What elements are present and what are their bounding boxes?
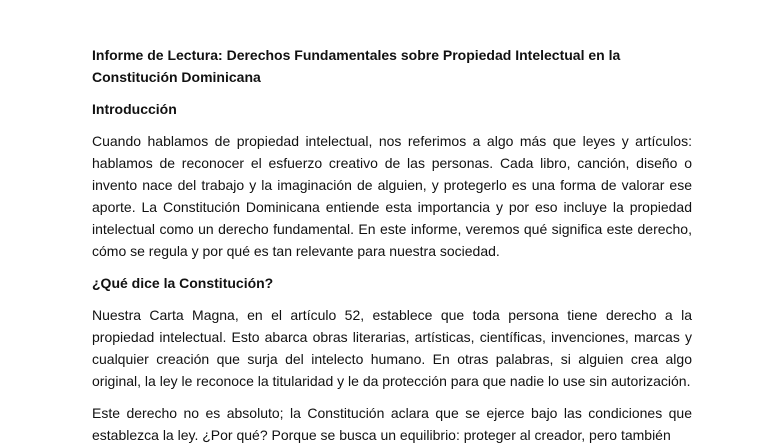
- document-body: [92, 44, 692, 446]
- section-heading-que-dice-la-constitucion: ¿Qué dice la Constitución?: [92, 275, 274, 291]
- section-heading-introduccion: Introducción: [92, 101, 177, 117]
- paragraph-articulo-52: Nuestra Carta Magna, en el artículo 52, establece que toda persona tiene derecho a la propiedad intelectual. Esto abarca obras literarias, artísticas, científicas, invenciones, marcas y cualquier creación que surja del intelecto humano. En otras palabras, si alguien crea algo original, la ley le reconoce la titularidad y le da protección para que nadie lo use sin autorización.: [92, 307, 692, 389]
- document-title: Informe de Lectura: Derechos Fundamentales sobre Propiedad Intelectual en la Constitución Dominicana: [92, 47, 621, 85]
- paragraph-derecho-no-absoluto: Este derecho no es absoluto; la Constitución aclara que se ejerce bajo las condiciones que establezca la ley. ¿Por qué? Porque se busca un equilibrio: proteger al creador, pero también: [92, 405, 692, 443]
- paragraph-introduccion: Cuando hablamos de propiedad intelectual, nos referimos a algo más que leyes y artículos: hablamos de reconocer el esfuerzo creativo de las personas. Cada libro, canción, diseño o invento nace del trabajo y la imaginación de alguien, y protegerlo es una forma de valorar ese aporte. La Constitución Dominicana entiende esta importancia y por eso incluye la propiedad intelectual como un derecho fundamental. En este informe, veremos qué significa este derecho, cómo se regula y por qué es tan relevante para nuestra sociedad.: [92, 133, 692, 259]
